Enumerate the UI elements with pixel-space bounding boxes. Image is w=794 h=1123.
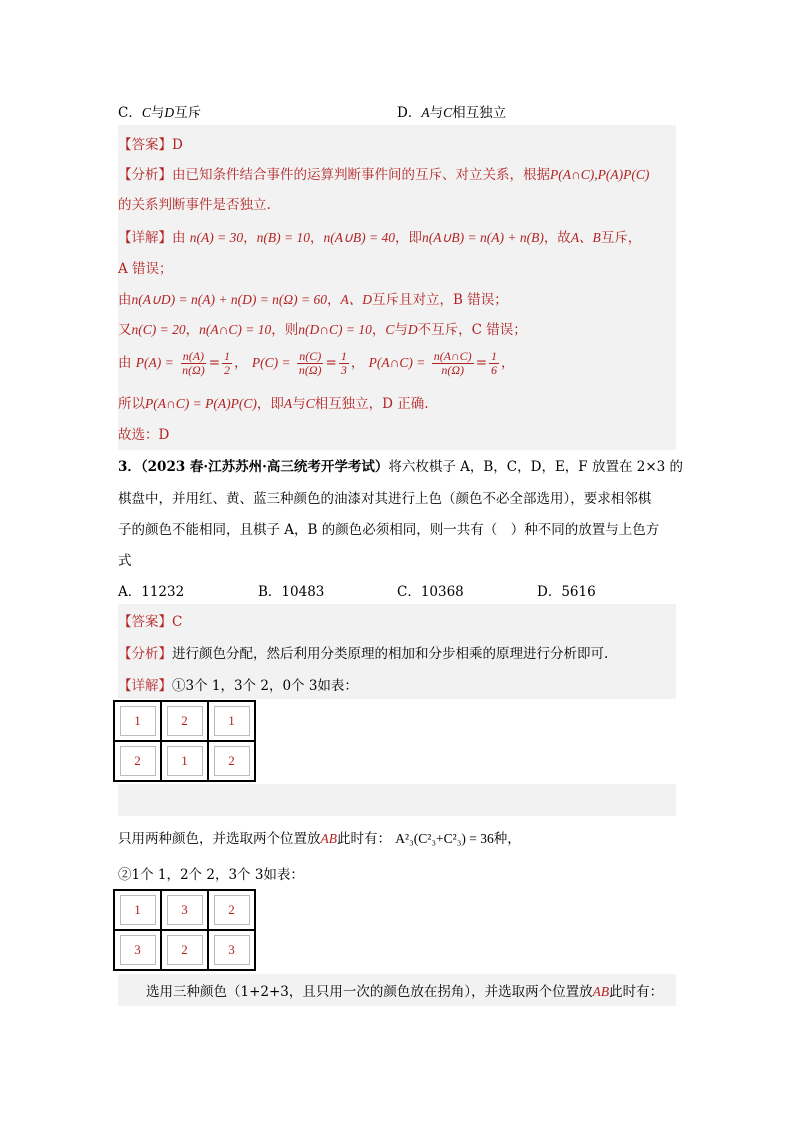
table-cell: 2: [208, 741, 255, 781]
detail-line-4: 又n(C) = 20，n(A∩C) = 10，则n(D∩C) = 10，C与D不互斥，C 错误；: [118, 322, 527, 338]
detail2-line-case2: ②1个 1，2个 2，3个 3如表：: [118, 867, 304, 883]
option-c2: C．10368: [397, 584, 464, 600]
answer2-line: 【答案】C: [118, 614, 183, 630]
case2-text: 选用三种颜色（1+2+3，且只用一次的颜色放在拐角），并选取两个位置放AB此时有：: [146, 984, 664, 1000]
option-c: C．C与D互斥: [118, 105, 202, 121]
detail2-gap-bg: [118, 784, 676, 816]
analysis-line-2: 的关系判断事件是否独立.: [118, 197, 271, 213]
question-3-line-3: 子的颜色不能相同，且棋子 A，B 的颜色必须相同，则一共有（ ）种不同的放置与上色方: [118, 522, 660, 538]
analysis-line-1: 【分析】由已知条件结合事件的运算判断事件间的互斥、对立关系，根据P(A∩C),P(A)P(C): [118, 167, 650, 183]
question-3-line-1: 3．（2023 春·江苏苏州·高三统考开学考试）将六枚棋子 A，B，C，D，E，F 放置在 2×3 的: [118, 459, 684, 475]
table-cell: 1: [161, 741, 208, 781]
answer-line: [118, 136, 183, 154]
case1-formula: A²₃(C²₃+C²₃) = 36: [395, 831, 494, 846]
table-cell: 3: [208, 930, 255, 970]
detail-line-7: 故选：D: [118, 427, 170, 443]
option-a2: A．11232: [118, 584, 185, 600]
answer-tag: 【答案】: [118, 137, 172, 153]
table-cell: 1: [114, 701, 161, 741]
fraction: $\frac{n(A)}{n(\Omega)}$: [182, 349, 205, 377]
table-row: [114, 890, 255, 930]
analysis2-line: 【分析】进行颜色分配，然后利用分类原理的相加和分步相乘的原理进行分析即可.: [118, 646, 609, 662]
option-b2: B．10483: [258, 584, 325, 600]
detail-line-5: 由 P(A) = $\frac{n(A)}{n(\Omega)}$ = $\frac{1}{2}$ ， P(C) = $\frac{n(C)}{n(\Omega)}$ = $\frac{1}{3}$ ， P(A∩C) = $\frac{n(A\cap C)}{n(\Omega)}$ = $\frac{1}{6}$ ，: [118, 349, 515, 377]
detail-line-6: 所以P(A∩C) = P(A)P(C)，即A与C相互独立，D 正确.: [118, 396, 429, 412]
table-cell: 3: [161, 890, 208, 930]
option-d: D．A与C相互独立: [397, 105, 507, 121]
question-source: （2023 春·江苏苏州·高三统考开学考试）: [140, 459, 389, 475]
detail-line-1: 【详解】由 n(A) = 30，n(B) = 10，n(A∪B) = 40，即n(A∪B) = n(A) + n(B)，故A、B互斥，: [118, 230, 642, 246]
question-3-line-4: 式: [118, 553, 132, 569]
table-row: [114, 701, 255, 741]
question-3-line-2: 棋盘中，并用红、黄、蓝三种颜色的油漆对其进行上色（颜色不必全部选用），要求相邻棋: [118, 491, 652, 507]
board-table-2: [113, 889, 256, 971]
table-row: [114, 930, 255, 970]
case1-conclusion: 只用两种颜色，并选取两个位置放AB此时有： A²₃(C²₃+C²₃) = 36种，: [118, 831, 521, 847]
table-cell: 2: [161, 701, 208, 741]
detail2-line-1: 【详解】①3个 1，3个 2，0个 3如表：: [118, 678, 358, 694]
detail-line-2: A 错误；: [118, 261, 173, 277]
table-cell: 3: [114, 930, 161, 970]
board-table-1: [113, 700, 256, 782]
table-cell: 1: [114, 890, 161, 930]
detail-line-3: 由n(A∪D) = n(A) + n(D) = n(Ω) = 60，A、D互斥且对立，B 错误；: [118, 292, 508, 308]
table-cell: 2: [114, 741, 161, 781]
answer-value: D: [172, 137, 183, 153]
table-cell: 2: [161, 930, 208, 970]
option-d2: D．5616: [537, 584, 596, 600]
table-cell: 1: [208, 701, 255, 741]
question-number: 3．: [118, 459, 141, 475]
table-cell: 2: [208, 890, 255, 930]
table-row: [114, 741, 255, 781]
